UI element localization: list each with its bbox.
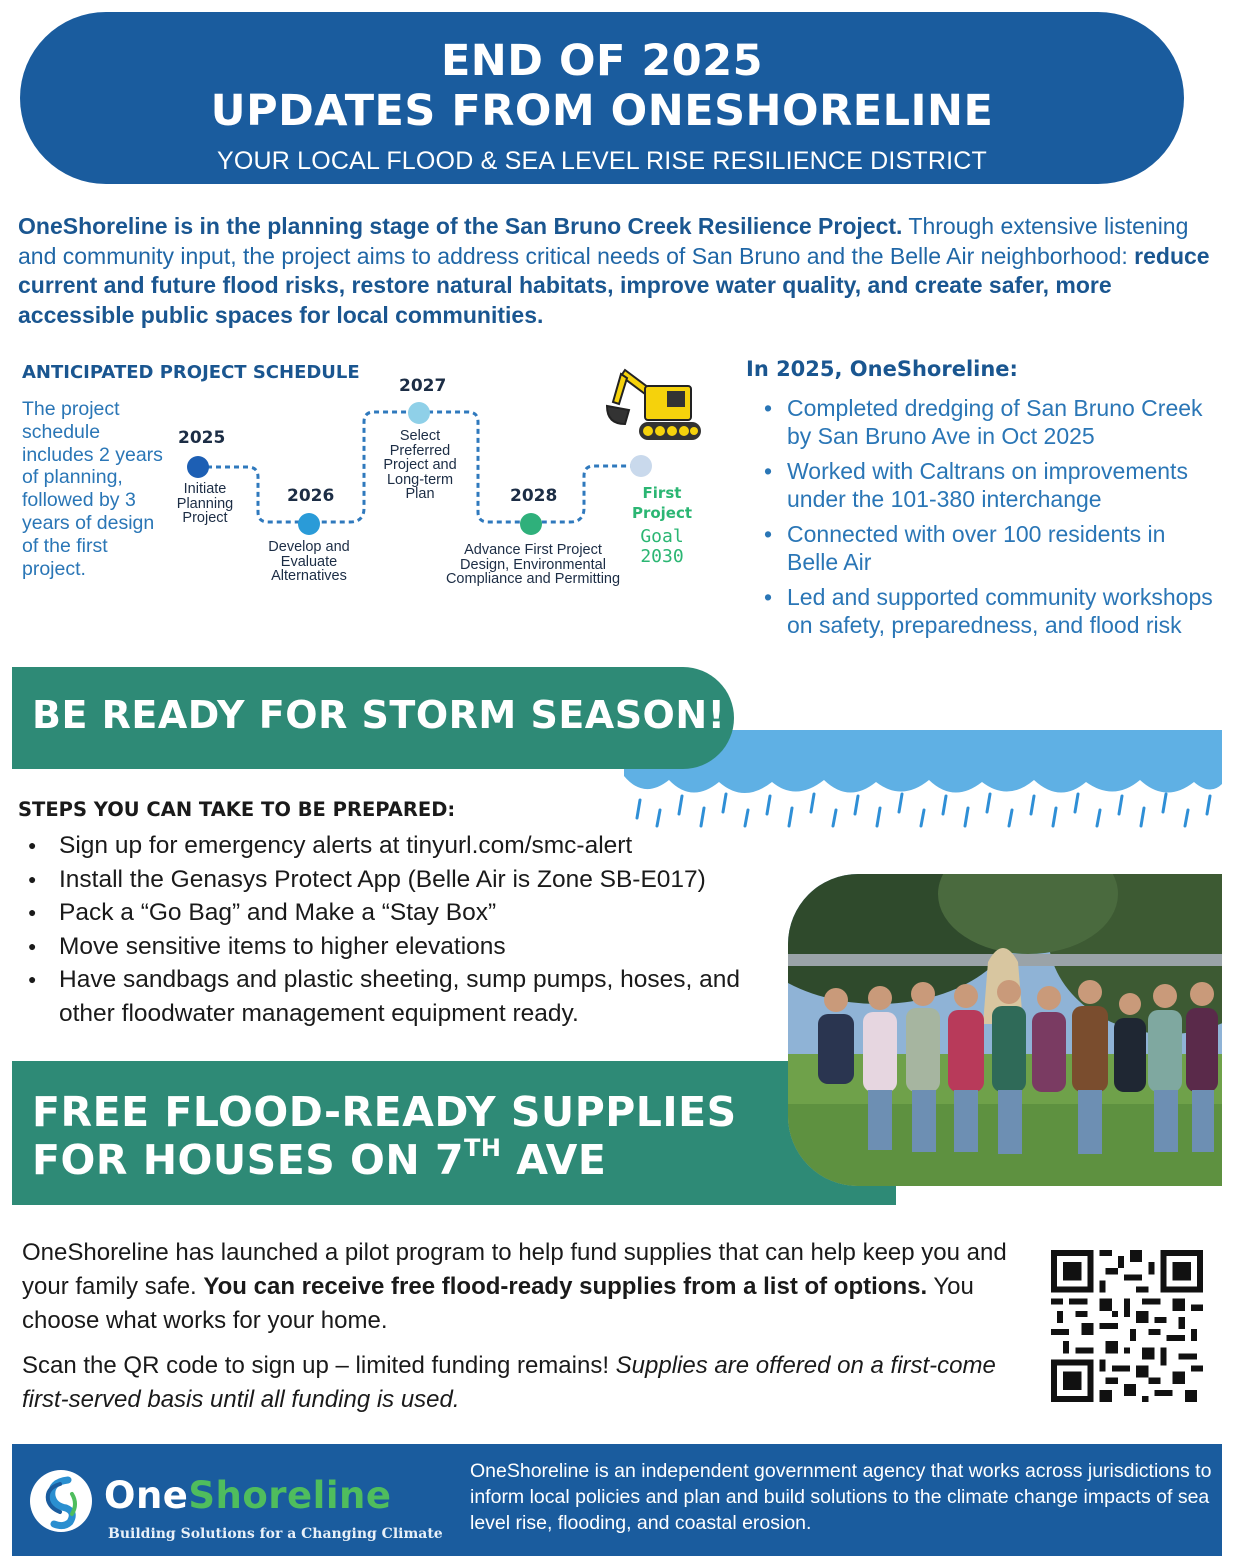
list-item: • Completed dredging of San Bruno Creek by San Bruno Ave in Oct 2025 <box>762 394 1222 450</box>
pilot-paragraph-1: OneShoreline has launched a pilot program to help fund supplies that can help keep you and your family safe. You can receive free flood-ready supplies from a list of options. You choose what works for your home. <box>22 1239 1007 1334</box>
schedule-title: ANTICIPATED PROJECT SCHEDULE <box>22 362 360 383</box>
goal-year: 2030 <box>640 546 684 567</box>
list-item: ● Sign up for emergency alerts at tinyurl.com/smc-alert <box>28 829 788 863</box>
milestone-label-2025: Initiate Planning Project <box>176 481 234 526</box>
milestone-year-2027: 2027 <box>399 376 447 396</box>
milestone-dot-goal <box>630 455 652 477</box>
milestone-year-2025: 2025 <box>178 428 226 448</box>
milestone-dot-2028 <box>520 513 542 535</box>
footer-description: OneShoreline is an independent government agency that works across jurisdictions to inform local policies and plan and build solutions to the climate change impacts of sea level rise, flooding, and coastal erosion. <box>470 1460 1212 1534</box>
list-item: • Worked with Caltrans on improvements under the 101-380 interchange <box>762 457 1222 513</box>
final-milestone-label: First Project <box>631 484 693 522</box>
list-item: ● Have sandbags and plastic sheeting, sump pumps, hoses, and other floodwater management equipment ready. <box>28 963 788 1030</box>
header-title-line2: UPDATES FROM ONESHORELINE <box>210 86 994 136</box>
intro-paragraph <box>18 212 1218 330</box>
milestone-label-2026: Develop and Evaluate Alternatives <box>268 539 350 584</box>
flood-banner-line2: FOR HOUSES ON 7TH AVE <box>32 1134 607 1184</box>
list-item: • Led and supported community workshops on safety, preparedness, and flood risk <box>762 583 1222 639</box>
intro-body: Through extensive listening and community input, the project aims to address critical needs of San Bruno and the Belle Air neighborhood: <box>18 213 1189 269</box>
intro-lead: OneShoreline is in the planning stage of the San Bruno Creek Resilience Project. <box>18 213 903 239</box>
list-item: ● Pack a “Go Bag” and Make a “Stay Box” <box>28 896 788 930</box>
schedule-description: The project schedule includes 2 years of planning, followed by 3 years of design of the first project. <box>22 398 163 580</box>
header-subtitle: YOUR LOCAL FLOOD & SEA LEVEL RISE RESILIENCE DISTRICT <box>216 147 988 175</box>
community-group-photo <box>788 874 1222 1186</box>
footer <box>12 1444 1222 1556</box>
header-banner <box>20 12 1184 184</box>
steps-list <box>28 829 788 1030</box>
storm-banner-title: BE READY FOR STORM SEASON! <box>32 693 726 737</box>
logo-wordmark: OneShoreline <box>104 1474 392 1517</box>
logo-tagline: Building Solutions for a Changing Climate <box>108 1526 443 1542</box>
milestone-dot-2025 <box>187 456 209 478</box>
schedule-timeline <box>160 360 720 620</box>
list-item: ● Move sensitive items to higher elevations <box>28 930 788 964</box>
storm-banner <box>12 667 734 769</box>
milestone-label-2027: Select Preferred Project and Long-term Plan <box>383 428 457 502</box>
milestone-dot-2027 <box>408 402 430 424</box>
header-title-line1: END OF 2025 <box>440 36 764 86</box>
accomplishments-title: In 2025, OneShoreline: <box>746 357 1018 381</box>
intro-goals: reduce current and future flood risks, restore natural habitats, improve water quality, and create safer, more accessible public spaces for local communities. <box>18 242 1210 328</box>
flood-banner-line1: FREE FLOOD-READY SUPPLIES <box>32 1088 737 1136</box>
milestone-label-2028: Advance First Project Design, Environmental Compliance and Permitting <box>445 542 621 587</box>
goal-label: Goal <box>640 526 684 547</box>
list-item: ● Install the Genasys Protect App (Belle Air is Zone SB-E017) <box>28 863 788 897</box>
pilot-program-text <box>22 1236 1012 1417</box>
steps-title: STEPS YOU CAN TAKE TO BE PREPARED: <box>18 798 456 821</box>
pilot-paragraph-2: Scan the QR code to sign up – limited funding remains! Supplies are offered on a first-come first-served basis until all funding is used. <box>22 1352 996 1413</box>
milestone-year-2026: 2026 <box>287 486 335 506</box>
list-item: • Connected with over 100 residents in Belle Air <box>762 520 1222 576</box>
excavator-icon <box>607 370 701 440</box>
oneshoreline-logo-icon <box>30 1470 92 1532</box>
qr-code[interactable] <box>1050 1250 1204 1402</box>
accomplishments-list <box>762 394 1222 646</box>
milestone-year-2028: 2028 <box>510 486 558 506</box>
flood-supplies-banner <box>12 1061 896 1205</box>
milestone-dot-2026 <box>298 513 320 535</box>
